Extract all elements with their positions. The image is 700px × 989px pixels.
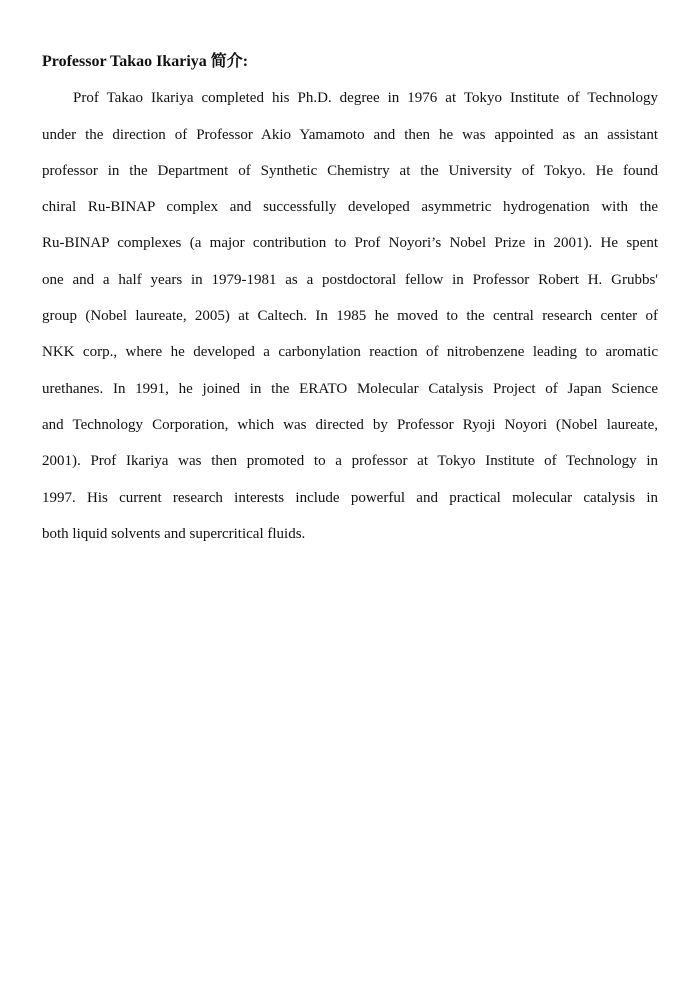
biography-heading: Professor Takao Ikariya 简介: [42,53,249,70]
paragraph-line: professor in the Department of Synthetic Chemistry at the University of Tokyo. He found [42,162,658,179]
paragraph-line: one and a half years in 1979-1981 as a postdoctoral fellow in Professor Robert H. Grubbs' [42,271,658,288]
paragraph-line: Prof Takao Ikariya completed his Ph.D. degree in 1976 at Tokyo Institute of Technology [73,90,658,107]
paragraph-line: chiral Ru-BINAP complex and successfully developed asymmetric hydrogenation with the [42,199,658,216]
paragraph-line: 1997. His current research interests include powerful and practical molecular catalysis in [42,489,658,506]
paragraph-line: and Technology Corporation, which was directed by Professor Ryoji Noyori (Nobel laureate, [42,416,658,433]
paragraph-line: NKK corp., where he developed a carbonylation reaction of nitrobenzene leading to aromatic [42,344,658,361]
paragraph-line: urethanes. In 1991, he joined in the ERATO Molecular Catalysis Project of Japan Science [42,380,658,397]
paragraph-line: 2001). Prof Ikariya was then promoted to a professor at Tokyo Institute of Technology in [42,453,658,470]
paragraph-line: under the direction of Professor Akio Yamamoto and then he was appointed as an assistant [42,126,658,143]
paragraph-line: group (Nobel laureate, 2005) at Caltech. In 1985 he moved to the central research center of [42,308,658,325]
biography-paragraph [42,80,658,552]
paragraph-line: both liquid solvents and supercritical fluids. [42,525,306,542]
paragraph-line: Ru-BINAP complexes (a major contribution to Prof Noyori’s Nobel Prize in 2001). He spent [42,235,658,252]
